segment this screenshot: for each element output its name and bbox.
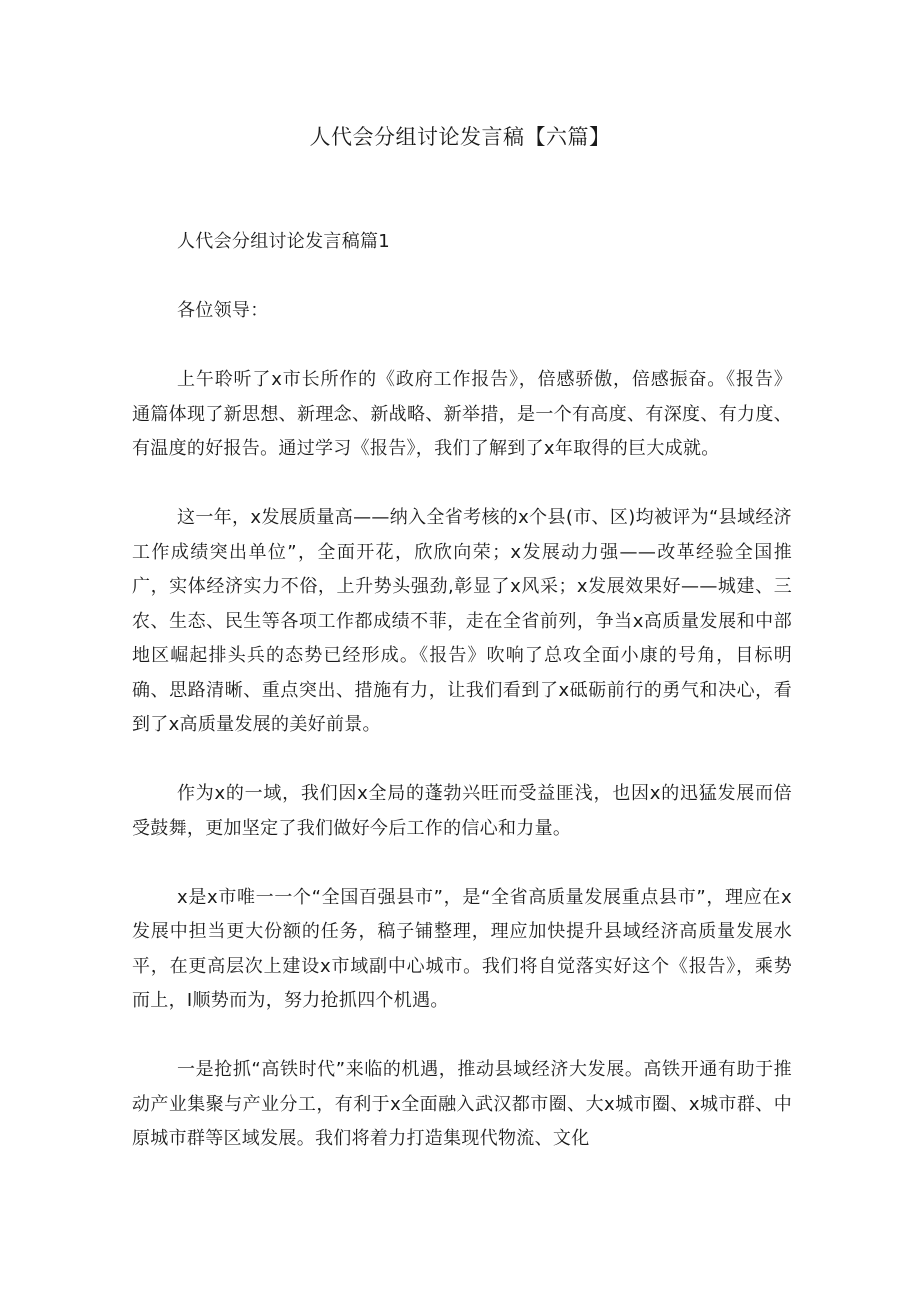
document-title: 人代会分组讨论发言稿【六篇】: [309, 125, 611, 149]
paragraph-2: 这一年，x发展质量高——纳入全省考核的x个县(市、区)均被评为“县域经济工作成绩突出单位”，全面开花，欣欣向荣；x发展动力强——改革经验全国推广，实体经济实力不俗，上升势头强劲,彰显了x风采；x发展效果好——城建、三农、生态、民生等各项工作都成绩不菲，走在全省前列，争当x高质量发展和中部地区崛起排头兵的态势已经形成。《报告》吹响了总攻全面小康的号角，目标明确、思路清晰、重点突出、措施有力，让我们看到了x砥砺前行的勇气和决心，看到了x高质量发展的美好前景。: [132, 507, 792, 735]
section-heading: 人代会分组讨论发言稿篇1: [177, 231, 391, 252]
salutation: 各位领导：: [177, 300, 269, 321]
paragraph-4: x是x市唯一一个“全国百强县市”，是“全省高质量发展重点县市”，理应在x发展中担当更大份额的任务，稿子铺整理，理应加快提升县域经济高质量发展水平，在更高层次上建设x市域副中心城市。我们将自觉落实好这个《报告》，乘势而上，I顺势而为，努力抢抓四个机遇。: [132, 886, 792, 1011]
paragraph-5: 一是抢抓“高铁时代”来临的机遇，推动县域经济大发展。高铁开通有助于推动产业集聚与产业分工，有利于x全面融入武汉都市圈、大x城市圈、x城市群、中原城市群等区域发展。我们将着力打造集现代物流、文化: [132, 1059, 792, 1149]
paragraph-3: 作为x的一域，我们因x全局的蓬勃兴旺而受益匪浅，也因x的迅猛发展而倍受鼓舞，更加坚定了我们做好今后工作的信心和力量。: [132, 783, 792, 839]
document-body: [132, 225, 792, 1191]
paragraph-1: 上午聆听了x市长所作的《政府工作报告》，倍感骄傲，倍感振奋。《报告》通篇体现了新思想、新理念、新战略、新举措，是一个有高度、有深度、有力度、有温度的好报告。通过学习《报告》，我们了解到了x年取得的巨大成就。: [132, 369, 792, 459]
